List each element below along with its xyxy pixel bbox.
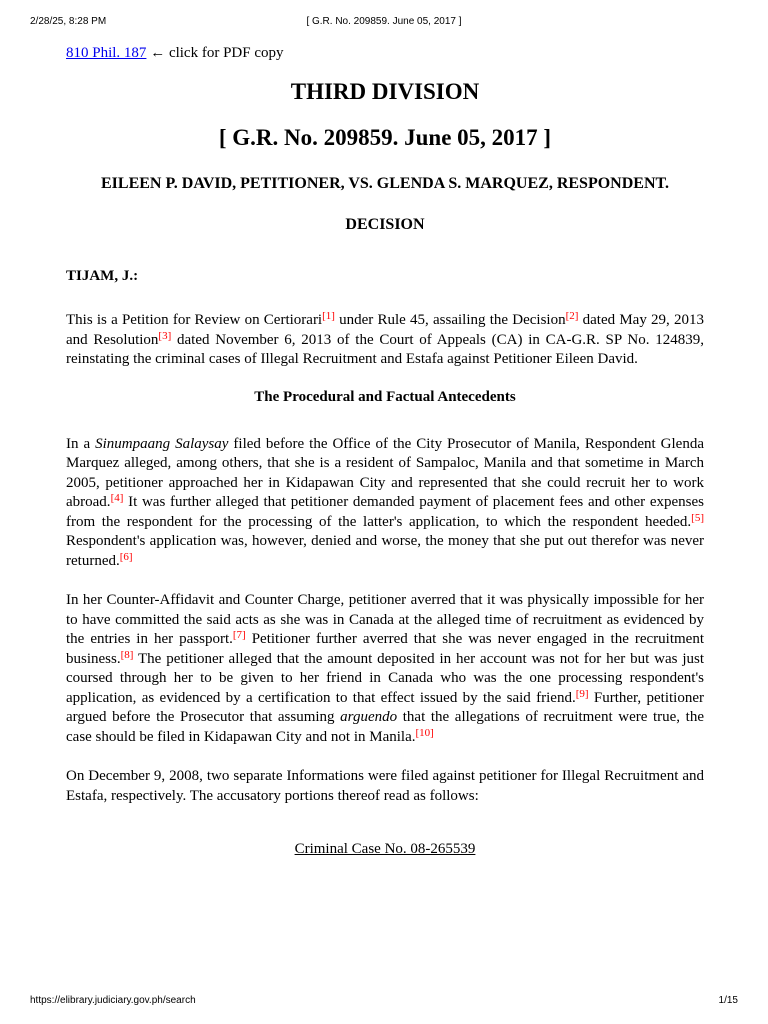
paragraph-text: In her Counter-Affidavit and Counter Charge, petitioner averred that it was physically impossible for her to have committed the said acts as she was in Canada at the alleged time of recruitment as evidenced by the entries in her passport. [66, 592, 704, 647]
print-title: [ G.R. No. 209859. June 05, 2017 ] [306, 16, 462, 27]
paragraph-text: In a [66, 435, 96, 452]
footnote-ref-3[interactable]: [3] [158, 329, 172, 342]
footnote-ref-2[interactable]: [2] [565, 310, 579, 322]
paragraph-text: filed before the Office of the City Prosecutor of Manila, Respondent Glenda Marquez alleged, among others, that she is a resident of Sampaloc, Manila and that sometime in March 2005, petitioner approached her in Kidapawan City and represented that she could recruit her to work abroad. [66, 435, 704, 510]
paragraph-text: Petitioner further averred that she was never engaged in the recruitment business. [66, 631, 705, 667]
footnote-ref-1[interactable]: [1] [322, 310, 335, 322]
footnote-ref-8[interactable]: [8] [120, 648, 134, 661]
emphasis-text: Sinumpaang Salaysay [95, 435, 229, 452]
print-page-number: 1/15 [718, 995, 738, 1006]
paragraph-text: The petitioner alleged that the amount deposited in her account was not for her but was just coursed through her to be given to her friend in Canada who was the one processing respondent's application, as evidenced by a certification to that effect issued by the said friend. [66, 650, 704, 706]
paragraph-2 [66, 435, 704, 572]
decision-heading: DECISION [345, 216, 425, 233]
paragraph-text: Respondent's application was, however, denied and worse, the money that she put out therefor was never returned. [66, 533, 704, 569]
paragraph-text: that the allegations of recruitment were true, the case should be filed in Kidapawan City and not in Manila. [66, 709, 705, 745]
paragraph-text: dated May 29, 2013 and Resolution [66, 312, 704, 348]
document-body [66, 44, 704, 858]
paragraph-text: dated November 6, 2013 of the Court of Appeals (CA) in CA-G.R. SP No. 124839, reinstating the criminal cases of Illegal Recruitment and Estafa against Petitioner Eileen David. [66, 331, 704, 367]
division-heading: THIRD DIVISION [290, 79, 480, 104]
paragraph-3 [66, 591, 704, 747]
print-url: https://elibrary.judiciary.gov.ph/search [30, 995, 196, 1006]
footnote-ref-10[interactable]: [10] [415, 726, 434, 739]
criminal-case-heading: Criminal Case No. 08-265539 [294, 841, 476, 857]
paragraph-text: This is a Petition for Review on Certiorari [66, 312, 323, 328]
paragraph-1 [66, 311, 704, 370]
emphasis-text: arguendo [340, 709, 398, 725]
footnote-ref-5[interactable]: [5] [691, 511, 704, 524]
paragraph-4: On December 9, 2008, two separate Informations were filed against petitioner for Illegal Recruitment and Estafa, respectively. The accusatory portions thereof read as follows: [66, 768, 704, 804]
print-datetime: 2/28/25, 8:28 PM [30, 16, 107, 27]
parties-heading: EILEEN P. DAVID, PETITIONER, VS. GLENDA S. MARQUEZ, RESPONDENT. [101, 175, 669, 192]
case-number-heading: [ G.R. No. 209859. June 05, 2017 ] [218, 125, 552, 150]
footnote-ref-9[interactable]: [9] [575, 687, 589, 700]
pdf-copy-line [66, 44, 704, 62]
footnote-ref-7[interactable]: [7] [232, 629, 246, 641]
ponente: TIJAM, J.: [66, 268, 139, 284]
footnote-ref-4[interactable]: [4] [110, 492, 124, 504]
paragraph-text: under Rule 45, assailing the Decision [334, 312, 566, 328]
footnote-ref-6[interactable]: [6] [119, 550, 133, 563]
section-heading: The Procedural and Factual Antecedents [254, 388, 516, 405]
paragraph-text: Further, petitioner argued before the Prosecutor that assuming [66, 689, 704, 725]
paragraph-text: It was further alleged that petitioner demanded payment of placement fees and other expenses from the respondent for the processing of the latter's application, to which the respondent heeded. [66, 494, 704, 530]
pdf-copy-link[interactable]: 810 Phil. 187 [66, 45, 147, 61]
pdf-copy-hint: ← click for PDF copy [146, 45, 284, 61]
